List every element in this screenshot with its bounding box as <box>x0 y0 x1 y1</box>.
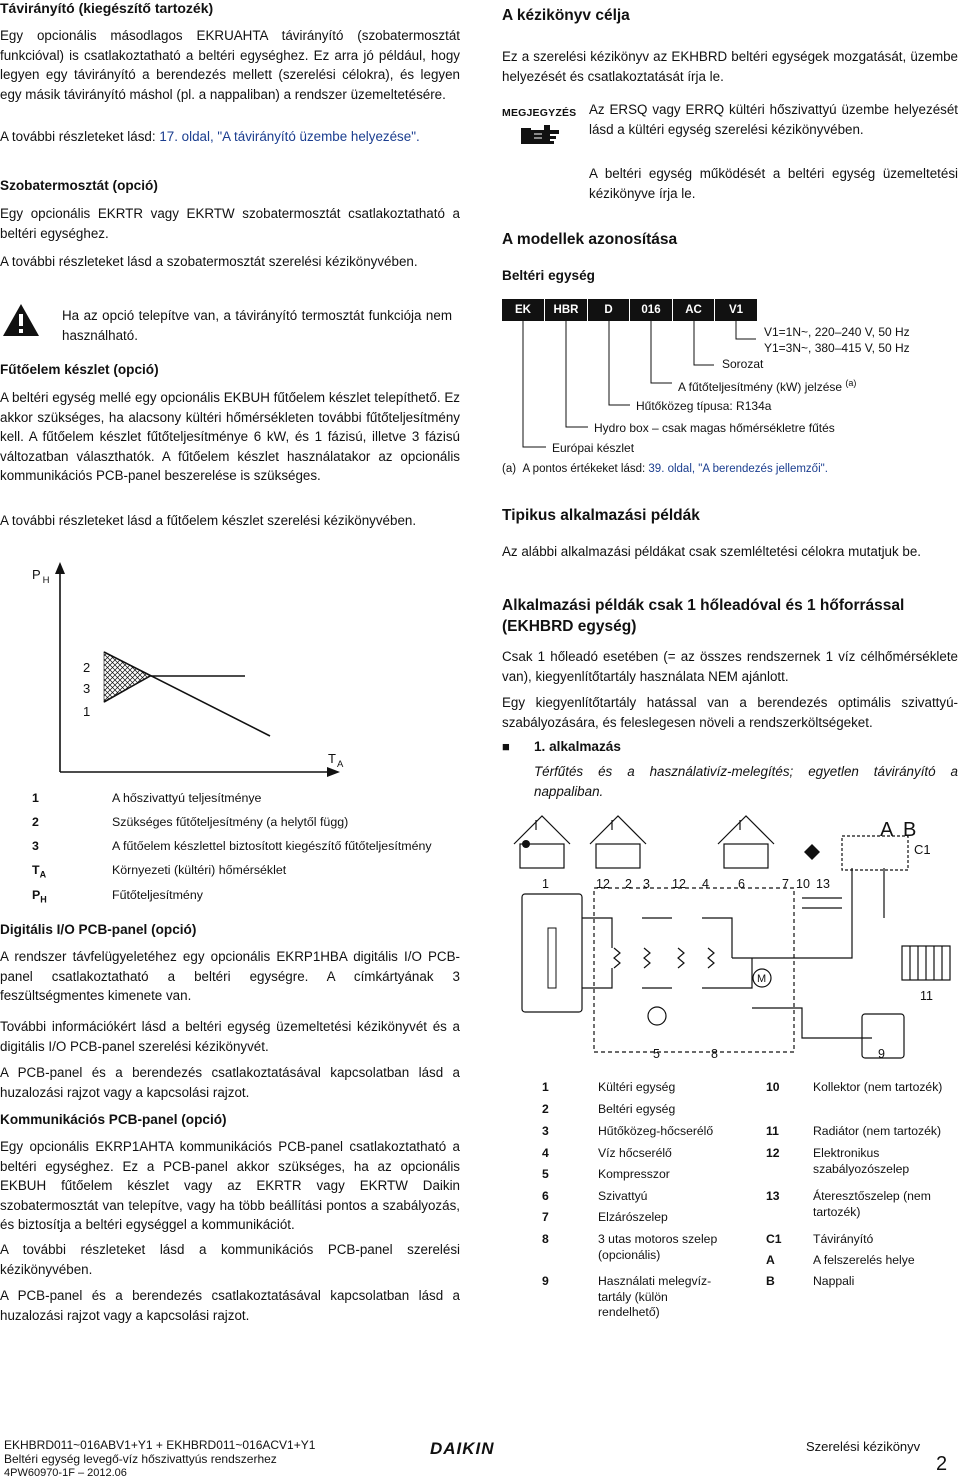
remote-reference: A további részleteket lásd: 17. oldal, "A távirányító üzembe helyezése". <box>0 129 420 144</box>
footer-manual: Szerelési kézikönyv <box>806 1439 921 1454</box>
app1-bullet: ■ <box>502 739 510 754</box>
model-code-segment: HBR <box>545 299 588 321</box>
model-code-segment: V1 <box>715 299 757 321</box>
diagram-num: 6 <box>738 877 745 891</box>
footer-subtitle: Beltéri egység levegő-víz hőszivattyús rendszerhez <box>4 1452 277 1466</box>
diagram-num: 9 <box>878 1047 885 1061</box>
typical-paragraph: Az alábbi alkalmazási példákat csak szemléltetési célokra mutatjuk be. <box>502 544 922 559</box>
indoor-unit-label: Beltéri egység <box>502 268 595 283</box>
app1-description: Térfűtés és a használativíz-melegítés; egyetlen távirányító a nappaliban. <box>534 764 958 799</box>
diagram-label-a: A <box>880 819 894 841</box>
diagram-num: 1 <box>542 877 549 891</box>
graph-label-3: 3 <box>83 681 91 696</box>
diagram-num: 8 <box>711 1047 718 1061</box>
model-note-power-2: Y1=3N~, 380–415 V, 50 Hz <box>764 341 910 355</box>
backup-heater-area <box>104 652 150 702</box>
model-code-segment: EK <box>502 299 545 321</box>
graph-legend-row: 1 A hőszivattyú teljesítménye <box>32 791 262 805</box>
model-note-europe: Európai készlet <box>552 441 635 455</box>
heat-exchanger <box>708 948 714 968</box>
house-outline <box>514 816 570 844</box>
diagram-label-c1: C1 <box>914 842 931 857</box>
model-code-segment: AC <box>673 299 715 321</box>
warning-text: Ha az opció telepítve van, a távirányító termosztát funkciója nem használható. <box>62 308 452 343</box>
diagram-num: 4 <box>702 877 709 891</box>
thermostat-section-title: Szobatermosztát (opció) <box>0 178 158 193</box>
footnote-link[interactable]: 39. oldal, "A berendezés jellemzői". <box>648 463 828 475</box>
diagram-num: 5 <box>653 1047 660 1061</box>
capacity-graph <box>0 560 460 785</box>
thermostat-reference: A további részleteket lásd a szobatermosztát szerelési kézikönyvében. <box>0 254 418 269</box>
house-outline <box>590 816 646 844</box>
graph-legend-row: 3 A fűtőelem készlettel biztosított kiegészítő fűtőteljesítmény <box>32 839 432 853</box>
app1-title: 1. alkalmazás <box>534 739 621 754</box>
thermostat-paragraph: Egy opcionális EKRTR vagy EKRTW szobatermosztát csatlakoztatható a beltéri egységhez. <box>0 206 460 241</box>
diagram-num: 10 <box>796 877 810 891</box>
dio-paragraph-2: További információkért lásd a beltéri egység üzemeltetési kézikönyvét és a digitális I/O PCB-panel szerelési kézikönyvét. <box>0 1019 460 1054</box>
note-paragraph-2: A beltéri egység működését a beltéri egység üzemeltetési kézikönyve írja le. <box>589 166 958 201</box>
dio-paragraph-1: A rendszer távfelügyeletéhez egy opcionális EKRP1HBA digitális I/O PCB-panel csatlakoztatható a beltéri egységre. A címkártyának 3 feszültségmentes kimenete van. <box>0 949 460 1004</box>
footer-models: EKHBRD011~016ABV1+Y1 + EKHBRD011~016ACV1+Y1 <box>4 1438 316 1452</box>
required-capacity-line <box>104 652 270 736</box>
comm-paragraph-1: Egy opcionális EKRP1AHTA kommunikációs PCB-panel csatlakoztatható a beltéri egységhez. Ez a PCB-panel akkor szükséges, ha az opcionális EKBUH fűtőelem készlet vagy az EKRTR vagy EKRTW Daikin szobatermosztát van telepítve, vagy ha több beállítási pontos a szabályozás, és biztosítja a beltéri egységgel a kommunikációt. <box>0 1139 460 1233</box>
x-axis-label: $T_A$ <box>328 751 344 770</box>
diagram-label-m: M <box>757 973 767 985</box>
diagram-num: 3 <box>643 877 650 891</box>
model-note-capacity: A fűtőteljesítmény (kW) jelzése $^{(a)}$ <box>678 378 857 394</box>
comm-section-title: Kommunikációs PCB-panel (opció) <box>0 1112 227 1127</box>
footer-code: 4PW60970-1F – 2012.06 <box>4 1467 127 1479</box>
warning-icon <box>2 303 40 337</box>
bypass-valve <box>804 844 820 852</box>
model-note-hydrobox: Hydro box – csak magas hőmérsékletre fűtés <box>594 421 835 435</box>
daikin-logo: DAIKIN <box>430 1439 495 1458</box>
y-axis-label: P $_H$ <box>32 567 50 586</box>
diagram-num: 7 <box>782 877 789 891</box>
graph-legend-row: $P_H$ Fűtőteljesítmény <box>32 888 203 905</box>
example-paragraph-2: Egy kiegyenlítőtartály hatással van a berendezés optimális szivattyúszabályozására, és feleslegesen növeli a rendszerköltségeket. <box>502 695 958 730</box>
model-code-segment: D <box>588 299 630 321</box>
heat-exchanger <box>644 948 650 968</box>
graph-label-2: 2 <box>83 660 91 675</box>
diagram-num: 11 <box>920 989 933 1003</box>
bypass-valve <box>804 852 820 860</box>
remote-section-title: Távirányító (kiegészítő tartozék) <box>0 0 214 16</box>
graph-label-1: 1 <box>83 704 91 719</box>
diagram-num: 13 <box>816 877 830 891</box>
comm-paragraph-3: A PCB-panel és a berendezés csatlakoztatásával kapcsolatban lásd a huzalozási rajzot vagy a kapcsolási rajzot. <box>0 1288 460 1323</box>
heater-paragraph: A beltéri egység mellé egy opcionális EKBUH fűtőelem készlet telepíthető. Ez akkor szükséges, ha alacsony kültéri hőmérsékleten további fűtőteljesítmény kell. A fűtőelem készlet fűtőteljesítménye 6 kW, és 1 fázisú, illetve 3 fázisú változatban választhatók. A fűtőelem készlet használatakor az opcionális kommunikációs PCB-panel beszerelése is szükséges. <box>0 390 460 484</box>
remote-controller-dot <box>522 840 530 848</box>
note-label: MEGJEGYZÉS <box>502 107 577 119</box>
typical-title: Tipikus alkalmazási példák <box>502 507 700 524</box>
model-code <box>502 299 757 321</box>
remote-paragraph: Egy opcionális másodlagos EKRUAHTA távirányító (szobatermosztát funkcióval) is csatlakoztatható a beltéri egységhez. Ez arra jó például, hogy legyen egy távirányító a berendezés mellett (szerelési célokra), és legyen egy másik távirányító máshol (pl. a nappaliban) a rendszer üzemeltetésére. <box>0 28 460 102</box>
application-diagram <box>502 808 958 1073</box>
heater-section-title: Fűtőelem készlet (opció) <box>0 362 159 377</box>
house-outline <box>596 844 640 868</box>
indoor-unit <box>594 888 794 1052</box>
remote-reference-link[interactable]: 17. oldal, "A távirányító üzembe helyezése". <box>159 129 420 144</box>
heat-exchanger <box>614 948 620 968</box>
diagram-num: 2 <box>625 877 632 891</box>
compressor <box>648 1007 666 1025</box>
note-paragraph-1: Az ERSQ vagy ERRQ kültéri hőszivattyú üzembe helyezését lásd a kültéri egység szerelési kézikönyvében. <box>589 102 958 137</box>
diagram-num: 12 <box>596 877 610 891</box>
house-outline <box>724 844 768 868</box>
diagram-num: 12 <box>672 877 686 891</box>
graph-legend-row: $T_A$ Környezeti (kültéri) hőmérséklet <box>32 863 287 880</box>
example-title: Alkalmazási példák csak 1 hőleadóval és 1 hőforrással (EKHBRD egység) <box>502 597 905 635</box>
model-code-segment: 016 <box>630 299 673 321</box>
heat-exchanger <box>678 948 684 968</box>
y-axis-arrow <box>55 562 65 574</box>
page-number: 2 <box>936 1453 948 1475</box>
heater-reference: A további részleteket lásd a fűtőelem készlet szerelési kézikönyvében. <box>0 513 417 528</box>
graph-legend-row: 2 Szükséges fűtőteljesítmény (a helytől függ) <box>32 815 349 829</box>
model-note-series: Sorozat <box>722 357 764 371</box>
dio-section-title: Digitális I/O PCB-panel (opció) <box>0 922 197 937</box>
model-note-refrigerant: Hűtőközeg típusa: R134a <box>636 399 772 413</box>
models-title: A modellek azonosítása <box>502 231 678 248</box>
model-footnote: (a) A pontos értékeket lásd: 39. oldal, "A berendezés jellemzői". <box>502 463 828 475</box>
purpose-paragraph: Ez a szerelési kézikönyv az EKHBRD beltéri egységek mozgatását, üzembe helyezését és csatlakoztatását írja le. <box>502 49 958 84</box>
comm-paragraph-2: A további részleteket lásd a kommunikációs PCB-panel szerelési kézikönyvében. <box>0 1242 460 1277</box>
dio-paragraph-3: A PCB-panel és a berendezés csatlakoztatásával kapcsolatban lásd a huzalozási rajzot vagy a kapcsolási rajzot. <box>0 1065 460 1100</box>
model-note-power-1: V1=1N~, 220–240 V, 50 Hz <box>764 325 910 339</box>
diagram-label-b: B <box>903 819 917 841</box>
example-paragraph-1: Csak 1 hőleadó esetében (= az összes rendszernek 1 víz célhőmérséklete van), kiegyenlítőtartály használata NEM ajánlott. <box>502 649 958 684</box>
purpose-title: A kézikönyv célja <box>502 7 630 24</box>
area-b-box <box>842 836 908 870</box>
house-outline <box>718 816 774 844</box>
note-hand-icon <box>520 120 562 148</box>
